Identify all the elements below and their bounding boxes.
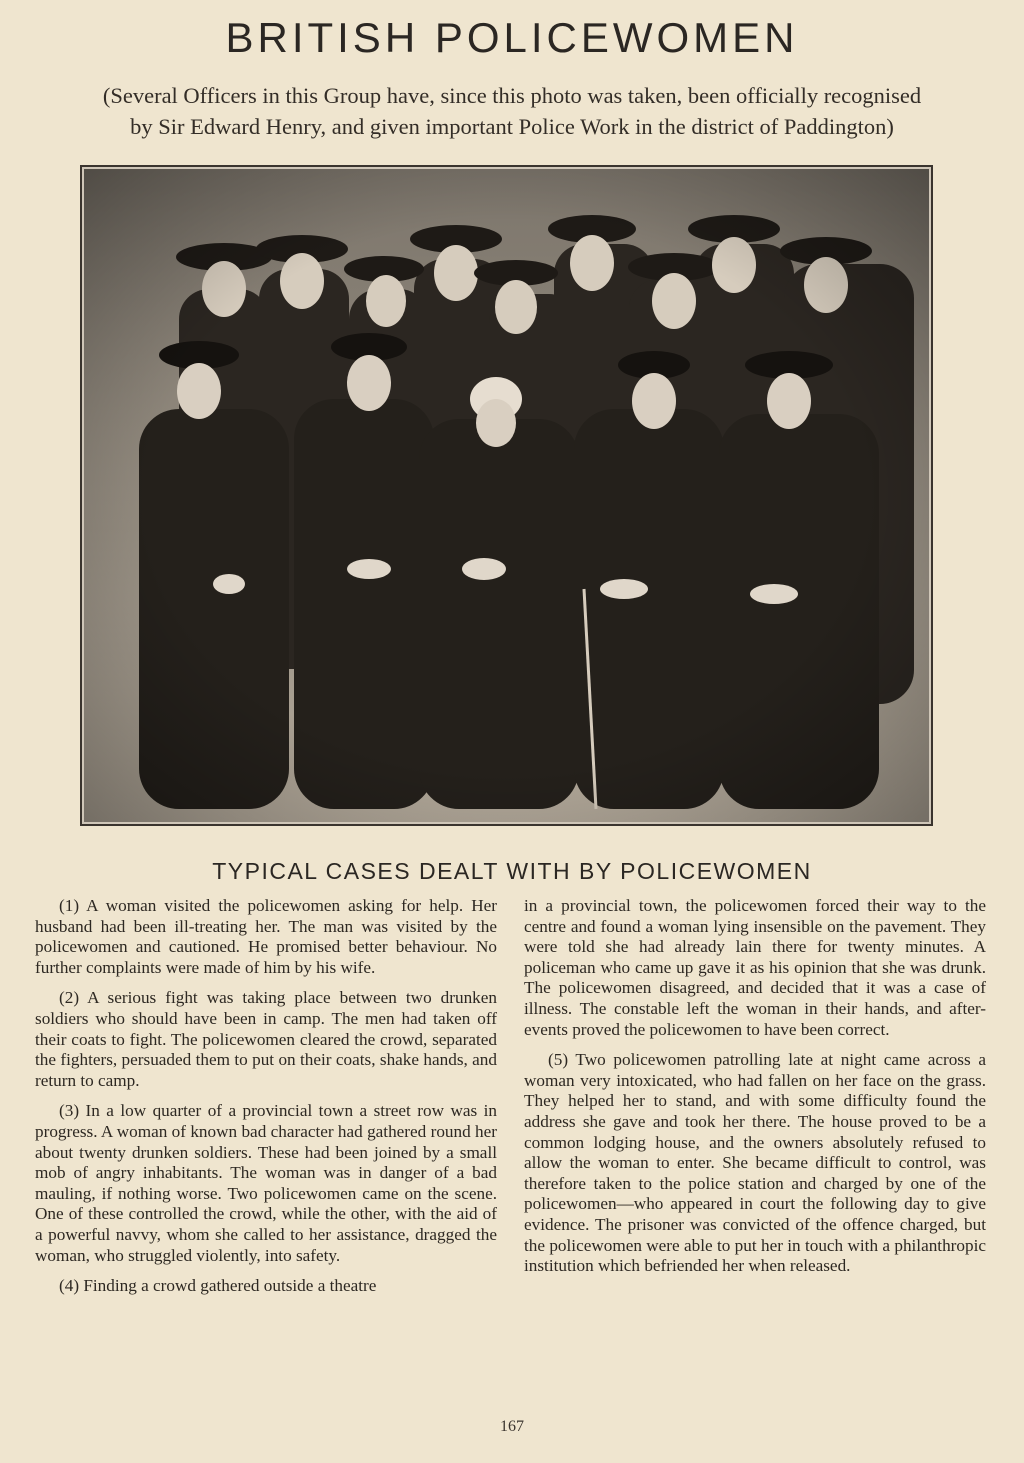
case-4-continued: in a provincial town, the policewomen forced their way to the centre and found a woman lying insensible on the pavement. They were told she had already lain there for twenty minutes. A policeman who came up gave it as his opinion that she was drunk. The policewomen disagreed, and decided that it was a case of illness. The constable left the woman in their hands, and after-events proved the policewomen to have been correct.	[524, 896, 986, 1039]
case-2: (2) A serious fight was taking place between two drunken soldiers who should have been in camp. The men had taken off their coats to fight. The policewomen cleared the crowd, separated the fighters, persuaded them to put on their coats, shake hands, and return to camp.	[35, 988, 497, 1090]
photo-caption	[40, 80, 984, 142]
right-column	[524, 896, 986, 1287]
case-1: (1) A woman visited the policewomen asking for help. Her husband had been ill-treating her. The man was visited by the policewomen and cautioned. He promised better behaviour. No further complaints were made of him by his wife.	[35, 896, 497, 977]
page-title: BRITISH POLICEWOMEN	[225, 14, 799, 61]
caption-line-1: (Several Officers in this Group have, since this photo was taken, been officially recognised	[102, 83, 922, 108]
case-4-start: (4) Finding a crowd gathered outside a theatre	[59, 1276, 377, 1296]
group-photograph	[80, 165, 933, 826]
case-5: (5) Two policewomen patrolling late at night came across a woman very intoxicated, who had fallen on her face on the grass. They helped her to stand, and with some difficulty found the address she gave and took her there. The house proved to be a common lodging house, and the owners absolutely refused to allow the woman to enter. She became difficult to control, was therefore taken to the police station and charged by one of the policewomen—who appeared in court the following day to give evidence. The prisoner was convicted of the offence charged, but the policewomen were able to put her in touch with a philanthropic institution which befriended her when released.	[524, 1050, 986, 1276]
page-number: 167	[500, 1418, 524, 1435]
section-heading: TYPICAL CASES DEALT WITH BY POLICEWOMEN	[212, 858, 812, 884]
caption-line-2: by Sir Edward Henry, and given important Police Work in the district of Paddington)	[130, 114, 894, 139]
left-column	[35, 896, 497, 1307]
photo-image	[84, 169, 929, 822]
case-3: (3) In a low quarter of a provincial town a street row was in progress. A woman of known bad character had gathered round her about twenty drunken soldiers. These had been joined by a small mob of angry inhabitants. The woman was in danger of a bad mauling, if nothing worse. Two policewomen came on the scene. One of these controlled the crowd, while the other, with the aid of a powerful navvy, whom she called to her assistance, dragged the woman, who struggled violently, into safety.	[35, 1101, 497, 1265]
